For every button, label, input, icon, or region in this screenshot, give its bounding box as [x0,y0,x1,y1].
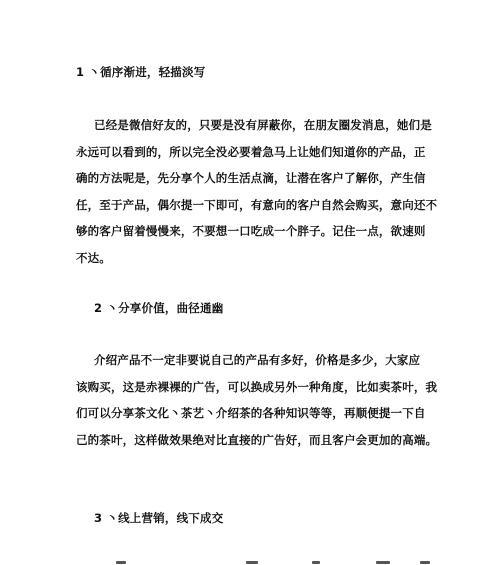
paragraph-line: 介绍产品不一定非要说自己的产品有多好，价格是多少，大家应 [94,353,421,367]
section-2-paragraph [76,347,436,453]
cropped-text-line [76,555,436,565]
paragraph-line: 确的方法呢是，先分享个人的生活点滴，让潜在客户了解你，产生信 [76,171,426,186]
paragraph-line: 已经是微信好友的，只要是没有屏蔽你，在朋友圈发消息，她们是 [94,118,432,132]
section-2-heading: 2 丶分享价值，曲径通幽 [94,301,224,315]
paragraph-line: 该购买，这是赤裸裸的广告，可以换成另外一种角度，比如卖茶叶，我 [76,379,438,394]
paragraph-line: 们可以分享茶文化丶茶艺丶介绍茶的各种知识等等，再顺便提一下自 [76,406,426,421]
paragraph-line: 己的茶叶，这样做效果绝对比直接的广告好，而且客户会更加的高端。 [76,432,438,447]
paragraph-line: 够的客户留着慢慢来，不要想一口吃成一个胖子。记住一点，欲速则 [76,224,426,239]
paragraph-line: 任，至于产品，偶尔提一下即可，有意向的客户自然会购买，意向还不 [76,197,438,212]
section-1-paragraph [76,112,436,272]
paragraph-line: 不达。 [76,250,111,265]
section-1-heading: 1 丶循序渐进，轻描淡写 [76,65,206,79]
paragraph-line: 永远可以看到的，所以完全没必要着急马上让她们知道你的产品，正 [76,144,426,159]
section-3-heading: 3 丶线上营销，线下成交 [94,511,224,525]
